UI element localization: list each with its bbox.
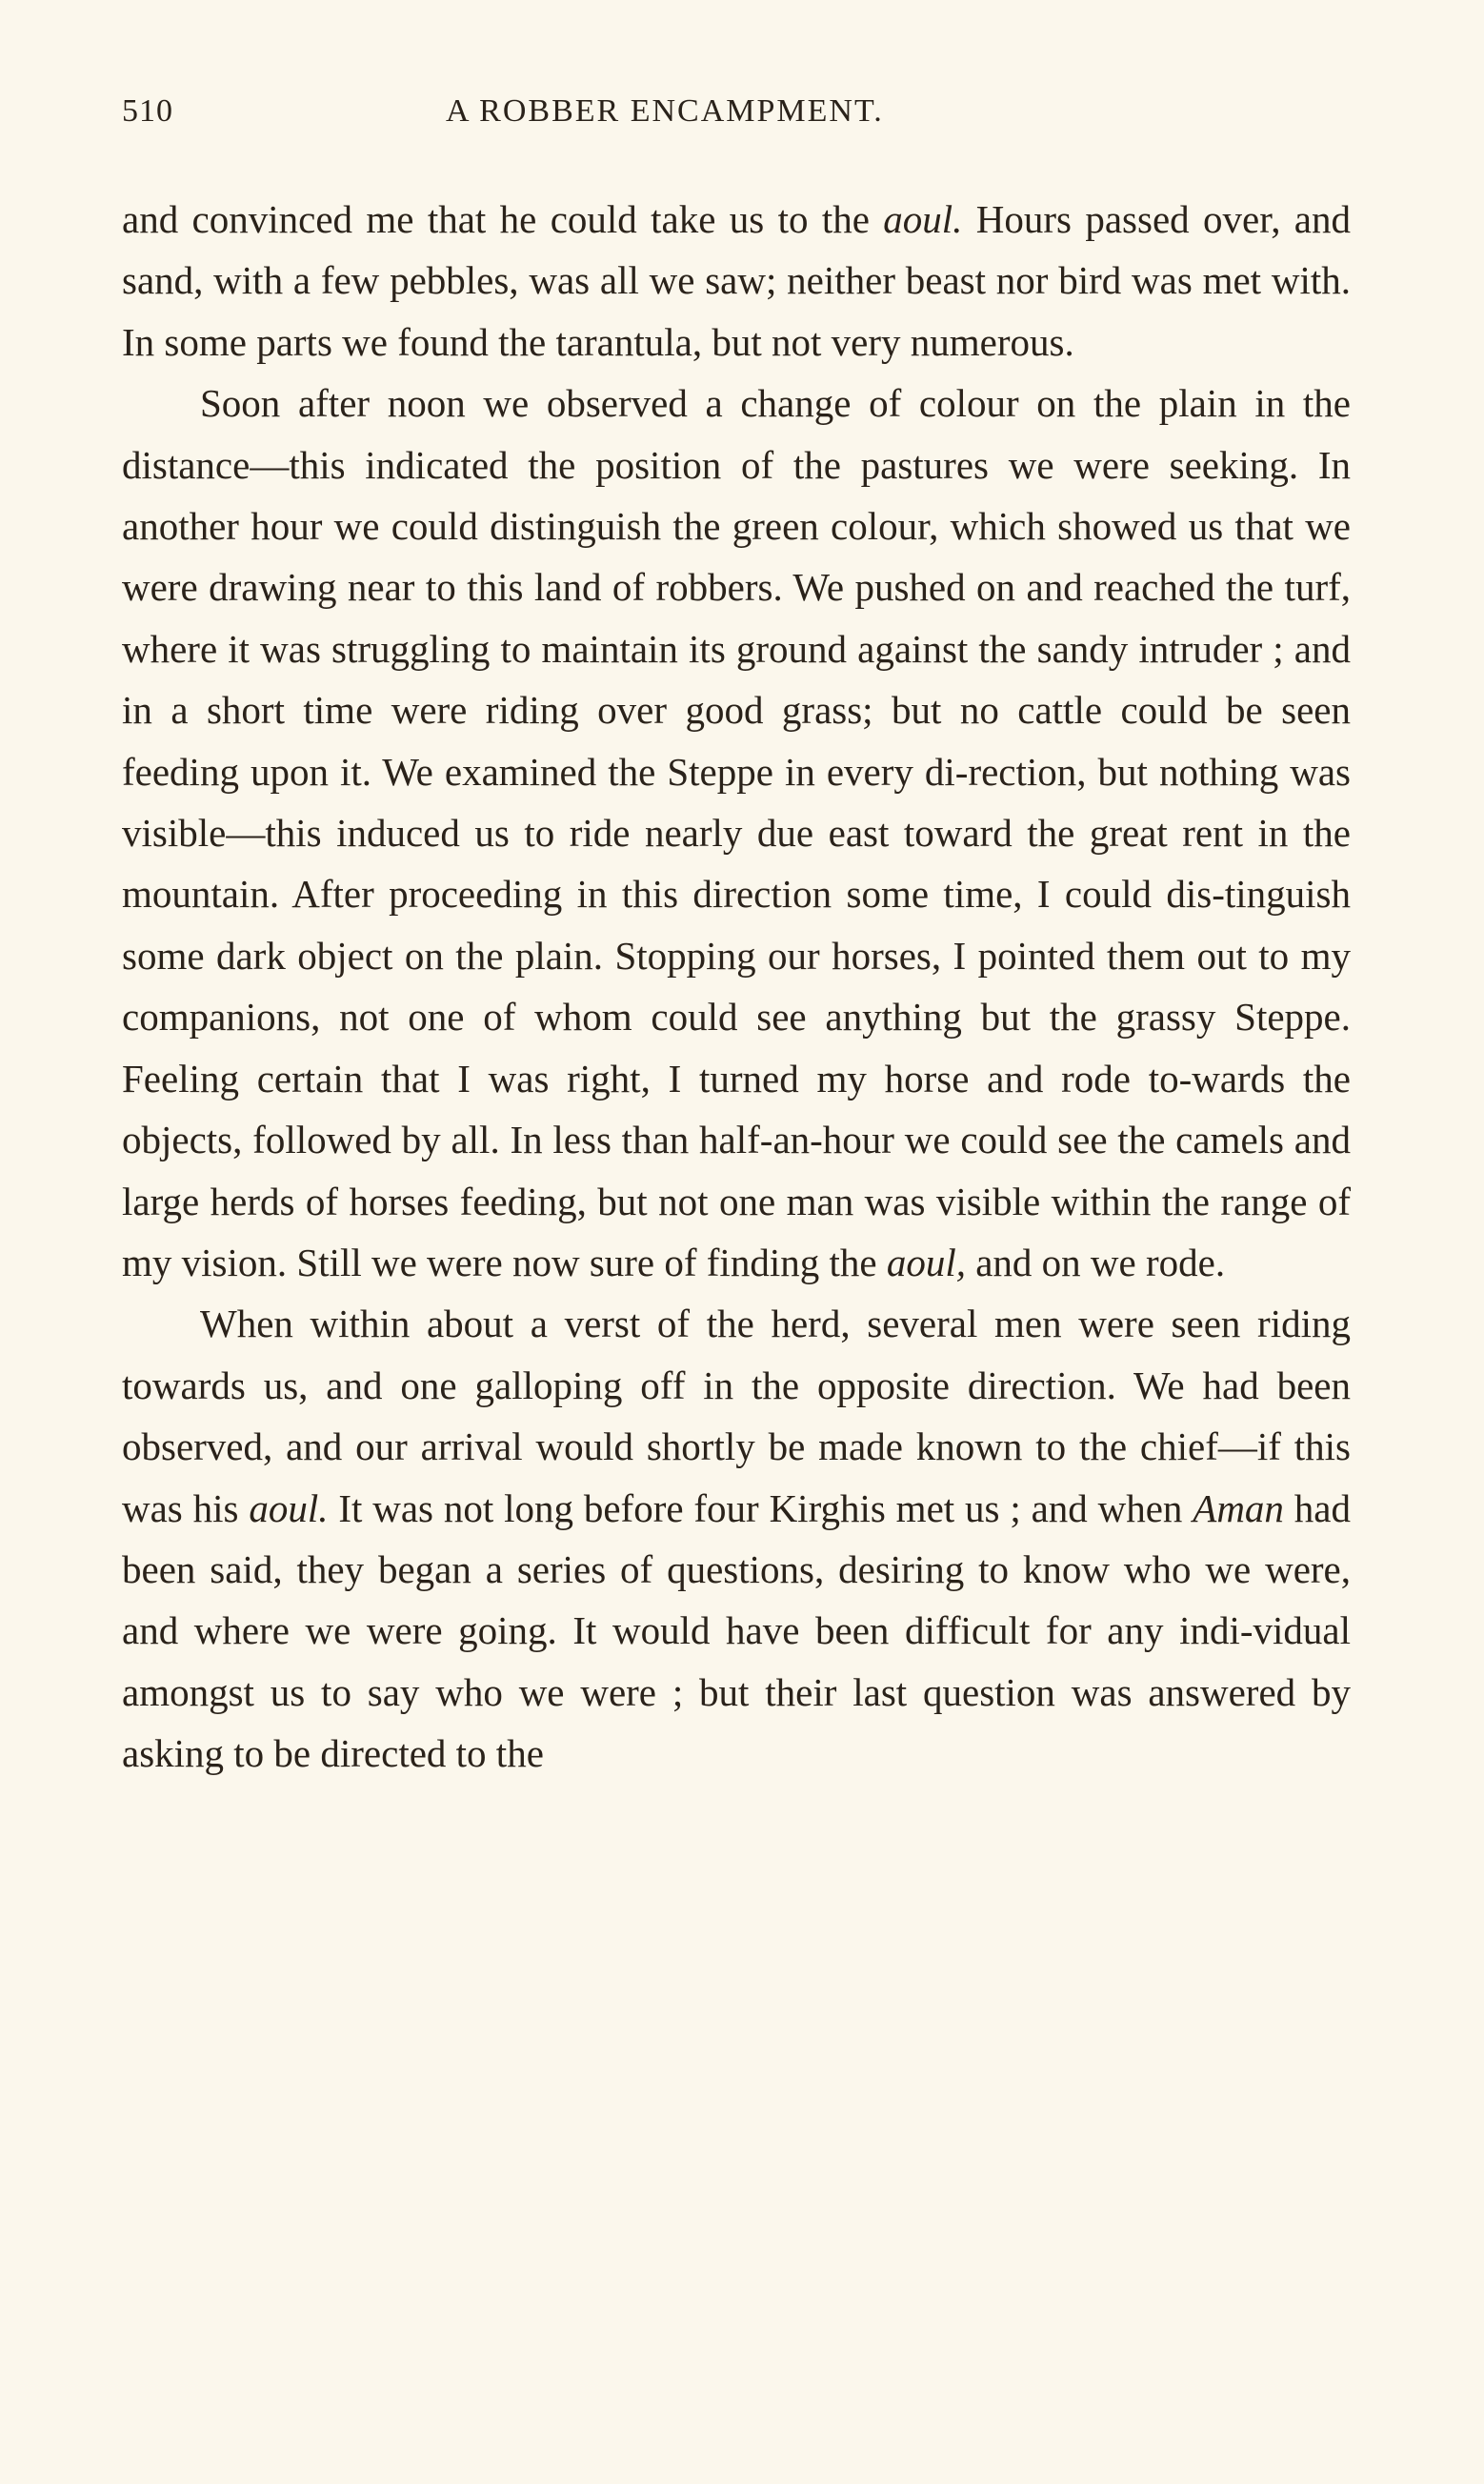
text-segment: had been said, they began a series of questions, desiring to know who we were, and where we were going. It would have been difficult for any indi-vidual amongst us to say who we were ; but their last question was answered by asking to be directed to the bbox=[122, 1485, 1351, 1776]
running-head bbox=[122, 93, 1351, 151]
body-text bbox=[122, 189, 1351, 1785]
paragraph-3 bbox=[122, 1293, 1351, 1784]
italic-term: aoul. bbox=[883, 197, 963, 241]
italic-term: aoul. bbox=[249, 1485, 329, 1530]
italic-term: aoul, bbox=[886, 1240, 966, 1284]
text-segment: Soon after noon we observed a change of colour on the plain in the distance—this indicated the position of the pastures we were seeking. In another hour we could distinguish the green colour, which showed us that we were drawing near to this land of robbers. We pushed on and reached the turf, where it was struggling to maintain its ground against the sandy intruder ; and in a short time were riding over good grass; but no cattle could be seen feeding upon it. We examined the Steppe in every di-rection, but nothing was visible—this induced us to ride nearly due east toward the great rent in the mountain. After proceeding in this direction some time, I could dis-tinguish some dark object on the plain. Stopping our horses, I pointed them out to my companions, not one of whom could see anything but the grassy Steppe. Feeling certain that I was right, I turned my horse and rode to-wards the objects, followed by all. In less than half-an-hour we could see the camels and large herds of horses feeding, but not one man was visible within the range of my vision. Still we were now sure of finding the bbox=[122, 381, 1351, 1284]
italic-term: Aman bbox=[1193, 1485, 1284, 1530]
text-segment: and on we rode. bbox=[965, 1240, 1226, 1284]
paragraph-2 bbox=[122, 373, 1351, 1293]
running-title: A ROBBER ENCAMPMENT. bbox=[446, 93, 884, 129]
page-number: 510 bbox=[122, 93, 173, 129]
text-segment: and convinced me that he could take us to the bbox=[122, 197, 884, 241]
text-segment: It was not long before four Kirghis met us ; and when bbox=[328, 1485, 1193, 1530]
text-segment: When within about a verst of the herd, several men were seen riding towards us, and one galloping off in the opposite direction. We had been observed, and our arrival would shortly be made known to the chief—if this was his bbox=[122, 1302, 1351, 1530]
paragraph-1 bbox=[122, 189, 1351, 373]
text-segment: Hours passed over, and sand, with a few pebbles, was all we saw; neither beast nor bird was met with. In some parts we found the tarantula, but not very numerous. bbox=[122, 197, 1352, 364]
